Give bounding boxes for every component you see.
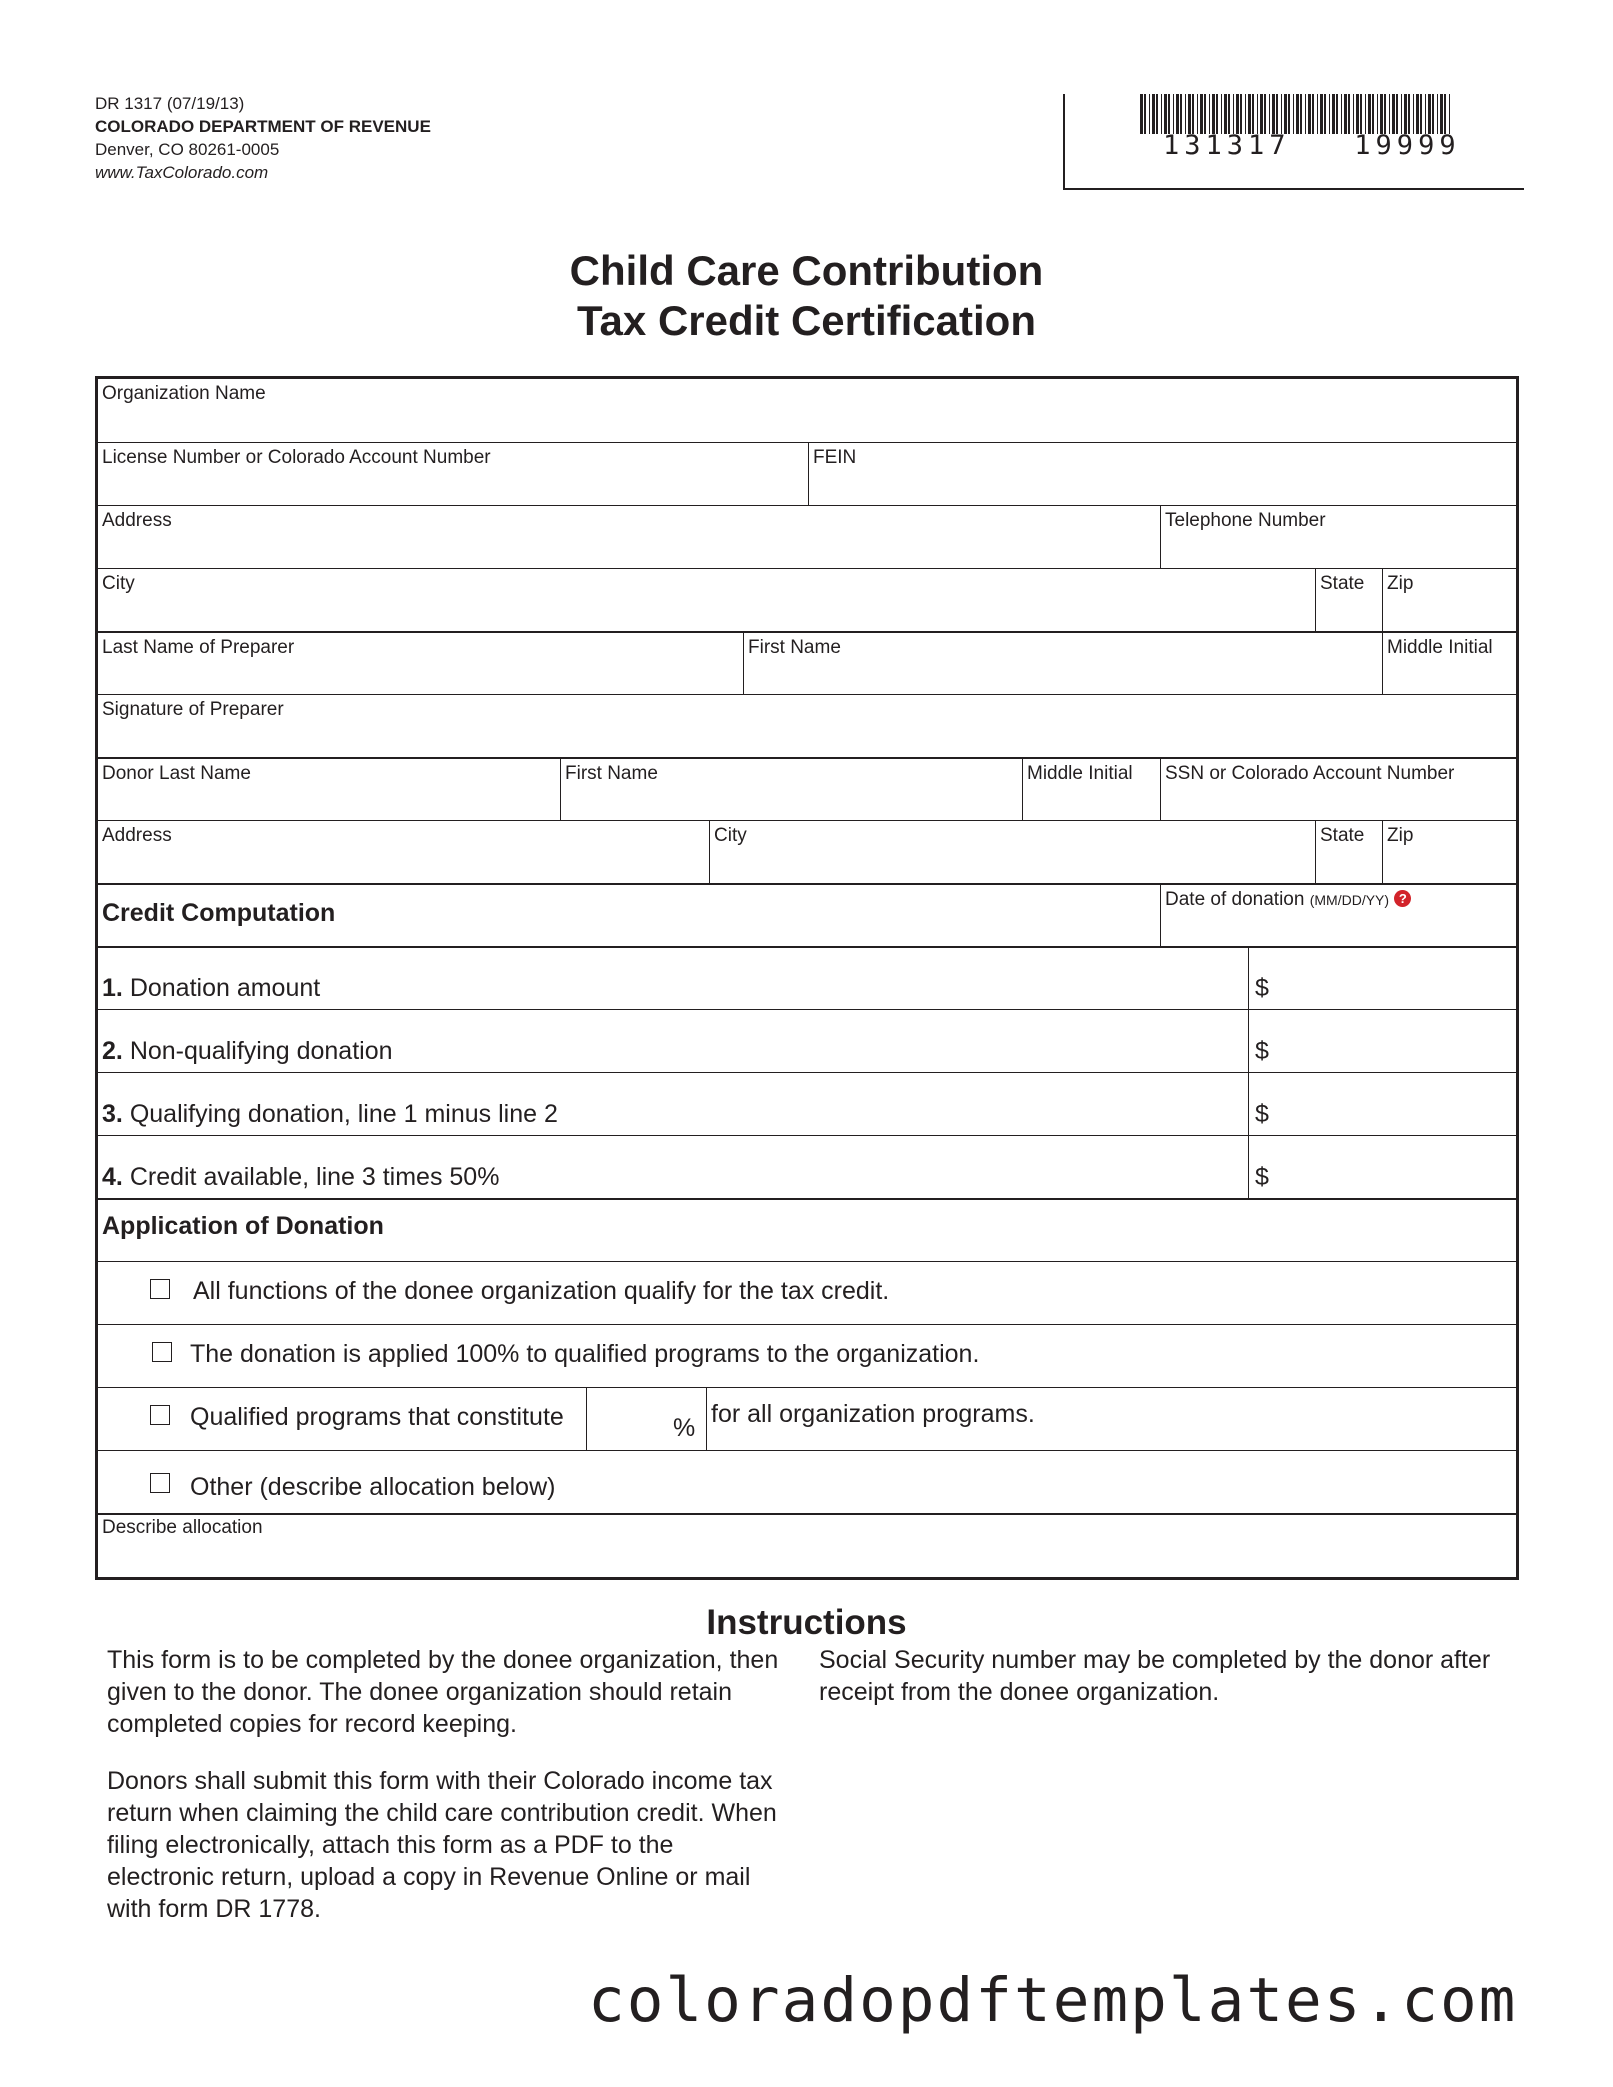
barcode-icon [1140,94,1452,134]
department-name: COLORADO DEPARTMENT OF REVENUE [95,117,431,136]
date-of-donation-field[interactable] [1160,883,1516,946]
license-number-label: License Number or Colorado Account Number [102,447,491,468]
application-option-3 [98,1387,586,1450]
qualified-percent-field[interactable] [586,1387,706,1450]
form-title-line2: Tax Credit Certification [577,297,1036,344]
fein-field[interactable] [808,442,1516,505]
zip-field[interactable] [1382,568,1516,631]
organization-name-label: Organization Name [102,383,266,404]
all-functions-checkbox[interactable] [150,1279,170,1299]
address-label: Address [102,510,172,531]
ssn-field[interactable] [1160,757,1516,820]
application-option-4 [98,1450,1516,1513]
preparer-first-name-field[interactable] [743,631,1382,694]
donor-city-label: City [714,825,747,846]
other-allocation-checkbox[interactable] [150,1473,170,1493]
credit-line-4 [98,1135,1248,1198]
city-label: City [102,573,135,594]
city-field[interactable] [98,568,1315,631]
non-qualifying-donation-field[interactable] [1248,1009,1516,1072]
donor-middle-initial-label: Middle Initial [1027,763,1133,784]
qualified-programs-suffix [706,1387,1516,1450]
credit-line-1-number: 1. [102,974,123,1002]
donor-first-name-label: First Name [565,763,658,784]
zip-label: Zip [1387,573,1414,594]
credit-line-2-text: Non-qualifying donation [129,1037,393,1065]
credit-computation-header [98,883,1160,946]
other-allocation-label: Other (describe allocation below) [190,1473,556,1501]
credit-line-4-text: Credit available, line 3 times 50% [129,1163,500,1191]
donor-zip-field[interactable] [1382,820,1516,883]
donor-zip-label: Zip [1387,825,1414,846]
barcode-box [1063,94,1524,190]
credit-line-4-number: 4. [102,1163,123,1191]
applied-100-checkbox[interactable] [152,1342,172,1362]
department-website[interactable]: www.TaxColorado.com [95,163,269,182]
barcode-number: 131317 19999 [1163,130,1461,161]
donor-address-field[interactable] [98,820,709,883]
fein-label: FEIN [813,447,857,468]
donor-first-name-field[interactable] [560,757,1022,820]
application-option-2 [98,1324,1516,1387]
credit-line-2-label [102,1037,393,1066]
state-label: State [1320,573,1365,594]
credit-line-3-number: 3. [102,1100,123,1128]
preparer-first-name-label: First Name [748,637,841,658]
credit-available-field[interactable] [1248,1135,1516,1198]
donor-address-label: Address [102,825,172,846]
help-icon[interactable]: ? [1394,890,1411,907]
applied-100-label: The donation is applied 100% to qualified programs to the organization. [190,1340,980,1368]
preparer-last-name-label: Last Name of Preparer [102,637,295,658]
credit-line-3 [98,1072,1248,1135]
currency-symbol: $ [1255,1100,1269,1128]
form-header [95,92,431,184]
qualifying-donation-field[interactable] [1248,1072,1516,1135]
form-title-line1: Child Care Contribution [569,247,1044,294]
credit-line-1 [98,946,1248,1009]
preparer-signature-label: Signature of Preparer [102,699,284,720]
license-number-field[interactable] [98,442,808,505]
percent-suffix-label: for all organization programs. [711,1400,1035,1428]
department-address: Denver, CO 80261-0005 [95,140,280,159]
credit-line-1-label [102,974,320,1003]
certification-form [95,376,1519,1580]
preparer-middle-initial-field[interactable] [1382,631,1516,694]
application-of-donation-header [98,1198,1516,1261]
credit-line-1-text: Donation amount [129,974,321,1002]
donor-state-field[interactable] [1315,820,1382,883]
organization-name-field[interactable] [98,379,1516,442]
donor-last-name-label: Donor Last Name [102,763,251,784]
instructions-paragraph-1: This form is to be completed by the donee organization, then given to the donor. The donee organization should retain completed copies for record keeping. [107,1646,779,1738]
percent-sign: % [673,1414,696,1442]
credit-line-4-label [102,1163,499,1192]
state-field[interactable] [1315,568,1382,631]
preparer-last-name-field[interactable] [98,631,743,694]
describe-allocation-label: Describe allocation [102,1517,263,1538]
donor-state-label: State [1320,825,1365,846]
preparer-middle-initial-label: Middle Initial [1387,637,1493,658]
all-functions-label: All functions of the donee organization qualify for the tax credit. [193,1277,890,1305]
date-format-hint: (MM/DD/YY) [1309,892,1390,908]
instructions-paragraph-3: Social Security number may be completed by the donor after receipt from the donee organization. [819,1646,1491,1706]
currency-symbol: $ [1255,1037,1269,1065]
credit-computation-heading: Credit Computation [102,899,336,927]
credit-line-2 [98,1009,1248,1072]
date-of-donation-label-group [1165,889,1411,911]
credit-line-2-number: 2. [102,1037,123,1065]
application-heading: Application of Donation [102,1212,384,1240]
address-field[interactable] [98,505,1160,568]
form-id: DR 1317 (07/19/13) [95,94,245,113]
ssn-label: SSN or Colorado Account Number [1165,763,1455,784]
telephone-label: Telephone Number [1165,510,1326,531]
watermark: coloradopdftemplates.com [588,1965,1518,2036]
qualified-programs-label: Qualified programs that constitute [190,1403,564,1431]
instructions-paragraph-2: Donors shall submit this form with their Colorado income tax return when claiming the child care contribution credit. When filing electronically, attach this form as a PDF to the electronic return, upload a copy in Revenue Online or mail with form DR 1778. [107,1767,777,1923]
telephone-field[interactable] [1160,505,1516,568]
currency-symbol: $ [1255,974,1269,1002]
qualified-programs-checkbox[interactable] [150,1405,170,1425]
donation-amount-field[interactable] [1248,946,1516,1009]
currency-symbol: $ [1255,1163,1269,1191]
describe-allocation-field[interactable] [98,1513,1516,1577]
credit-line-3-text: Qualifying donation, line 1 minus line 2 [129,1100,558,1128]
application-option-1 [98,1261,1516,1324]
donor-last-name-field[interactable] [98,757,560,820]
instructions-heading: Instructions [706,1603,907,1642]
date-of-donation-label: Date of donation [1165,889,1305,910]
donor-middle-initial-field[interactable] [1022,757,1160,820]
credit-line-3-label [102,1100,558,1129]
donor-city-field[interactable] [709,820,1315,883]
preparer-signature-field[interactable] [98,694,1516,757]
